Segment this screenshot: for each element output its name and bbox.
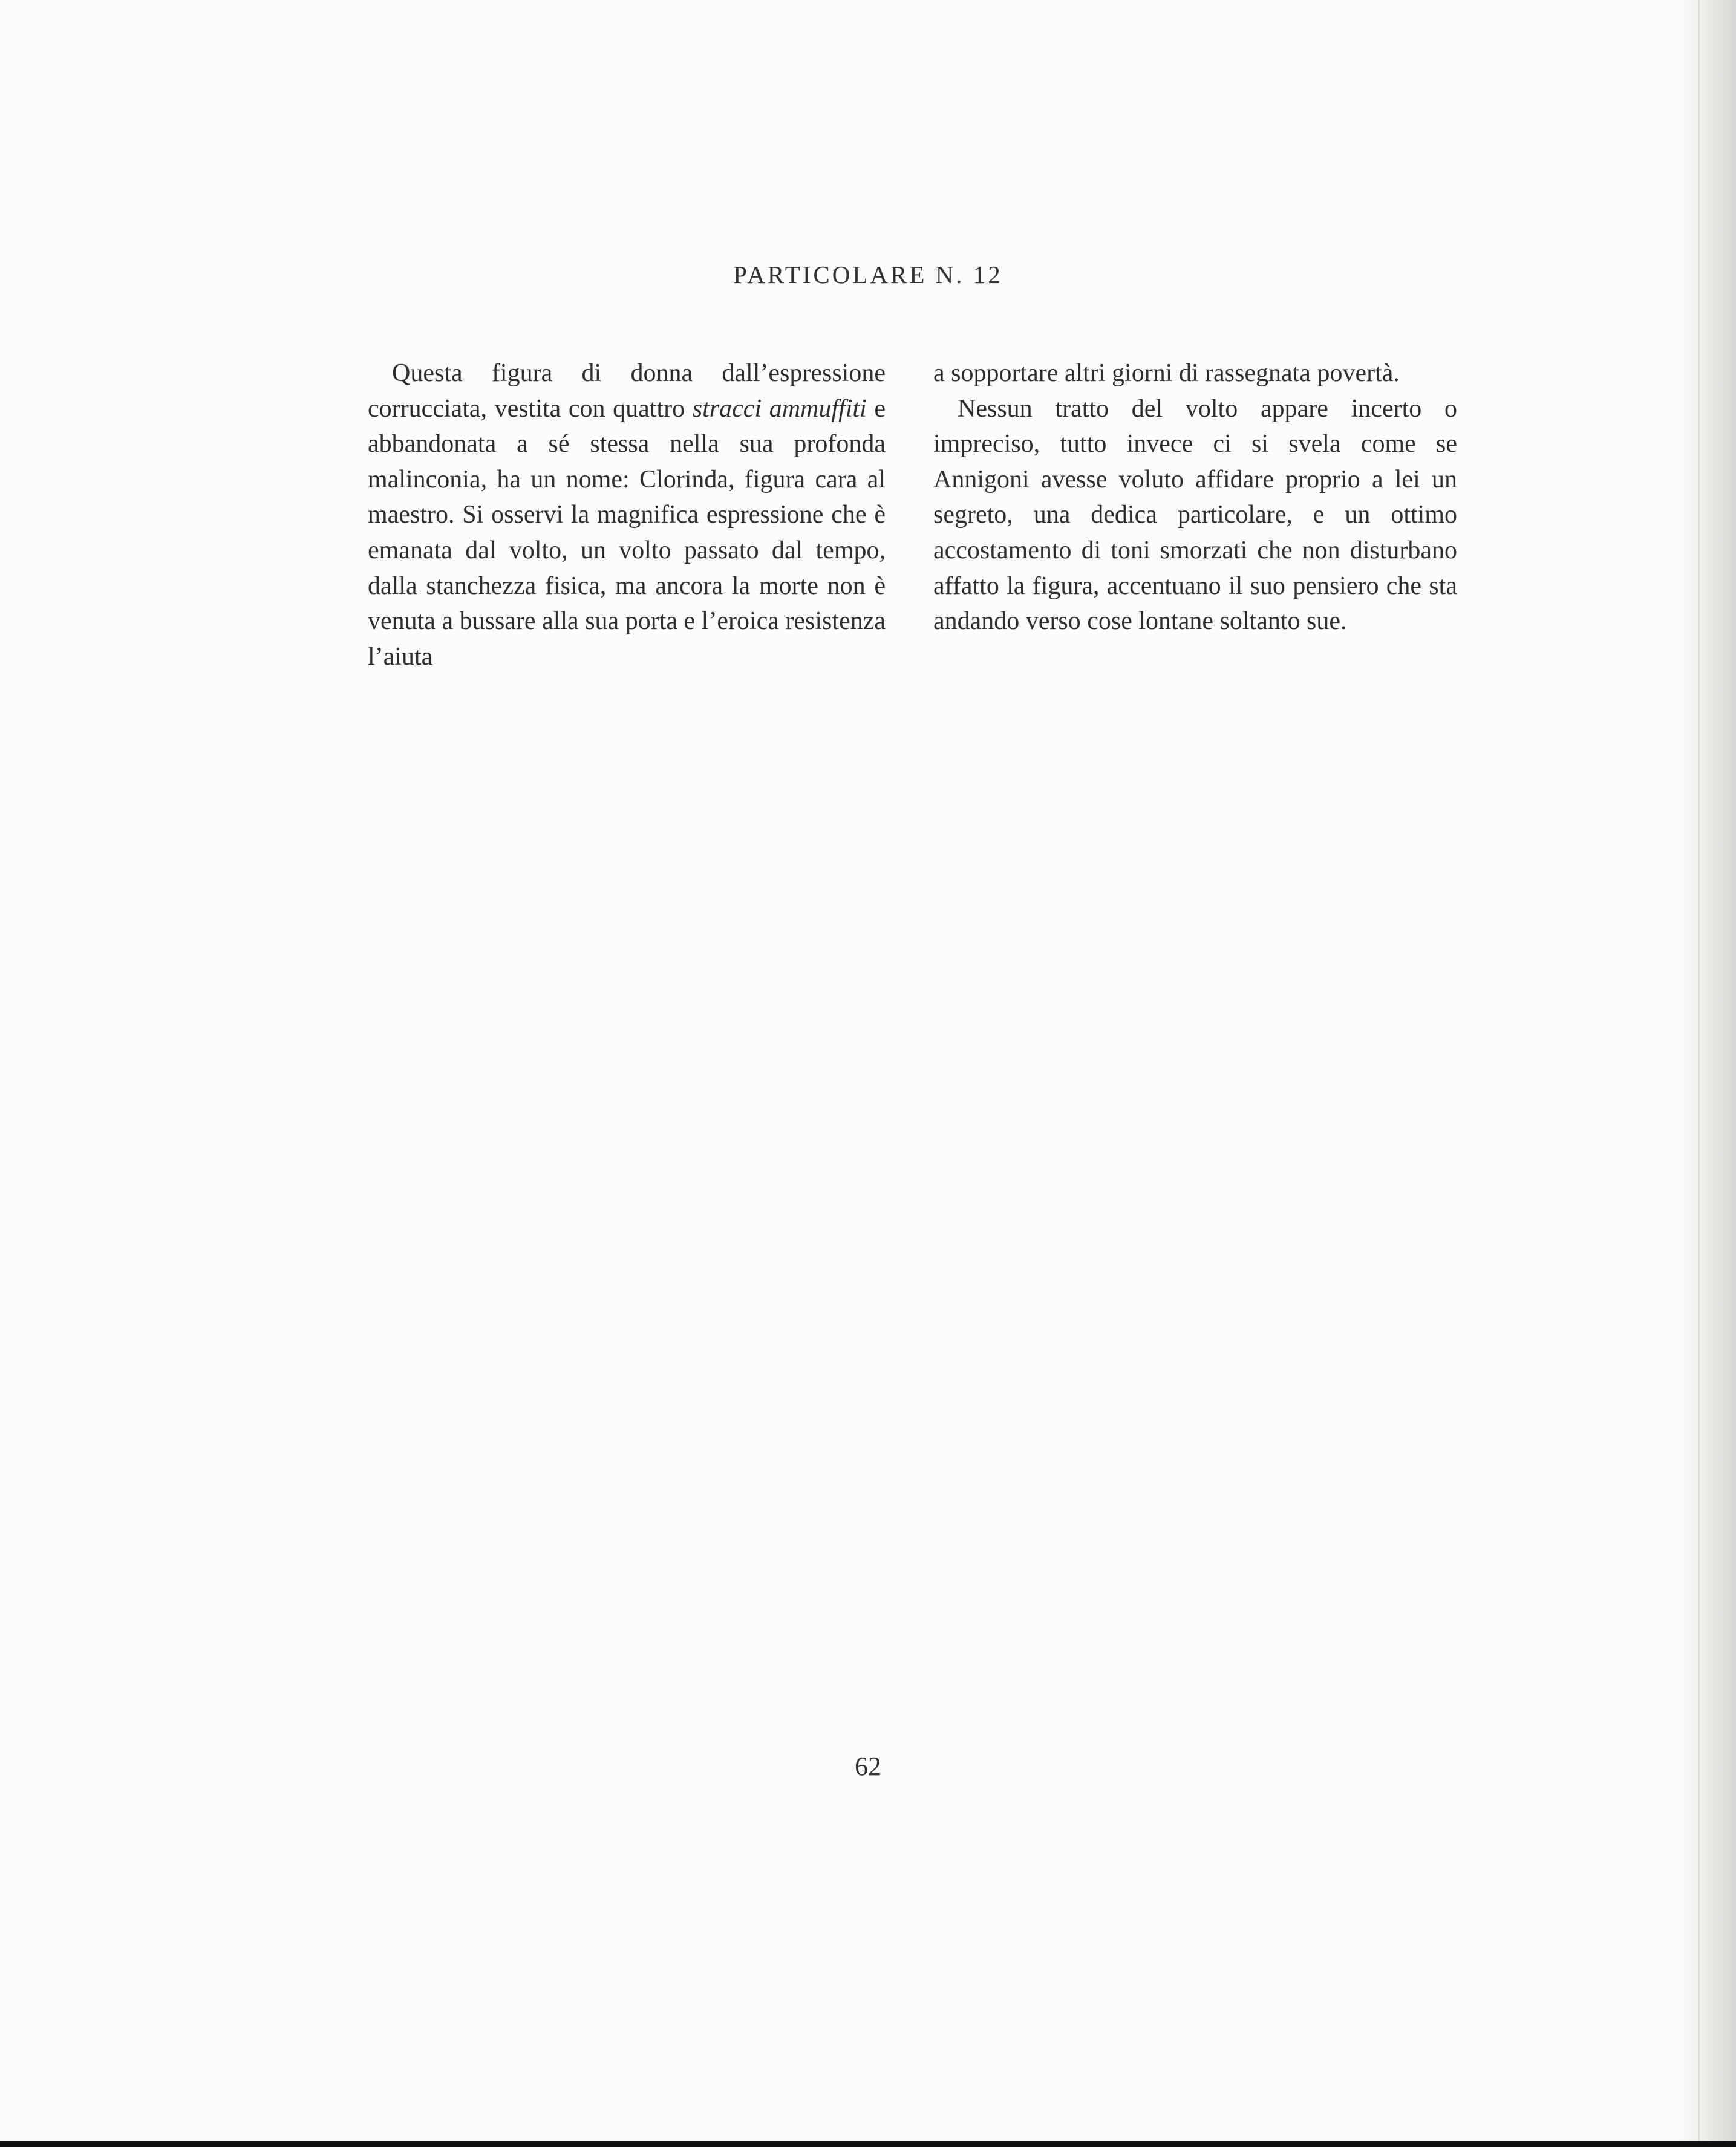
section-heading: PARTICOLARE N. 12 [733, 261, 1003, 288]
page-edge-shadow [1679, 0, 1736, 2147]
right-column [933, 356, 1457, 639]
paragraph-1-continuation: a sopportare altri giorni di rassegnata povertà. [933, 359, 1400, 387]
paragraph-2: Nessun tratto del volto appare incerto o impreciso, tutto invece ci si svela come se Annigoni avesse voluto affidare proprio a lei un segreto, una dedica particolare, e un ottimo accostamento di toni smorzati che non disturbano affatto la figura, accentuano il suo pensiero che sta andando verso cose lontane soltanto sue. [933, 394, 1457, 636]
paragraph-1-text-a: Questa figura di donna dall’espressione corrucciata, vestita con quattro [368, 359, 886, 423]
paragraph-1-text-b: e abbandonata a sé stessa nella sua profonda malinconia, ha un nome: Clorinda, figura cara al maestro. Si osservi la magnifica espressione che è emanata dal volto, un volto passato dal tempo, dalla stanchezza fisica, ma ancora la morte non è venuta a bussare alla sua porta e l’eroica resistenza l’aiuta [368, 394, 886, 671]
page-number: 62 [855, 1751, 881, 1781]
scan-border [0, 2141, 1736, 2147]
page-edge-line [1698, 0, 1700, 2147]
paragraph-1-italic-phrase: stracci ammuffiti [692, 394, 867, 423]
left-column [368, 356, 886, 674]
paragraph-1 [368, 356, 886, 674]
